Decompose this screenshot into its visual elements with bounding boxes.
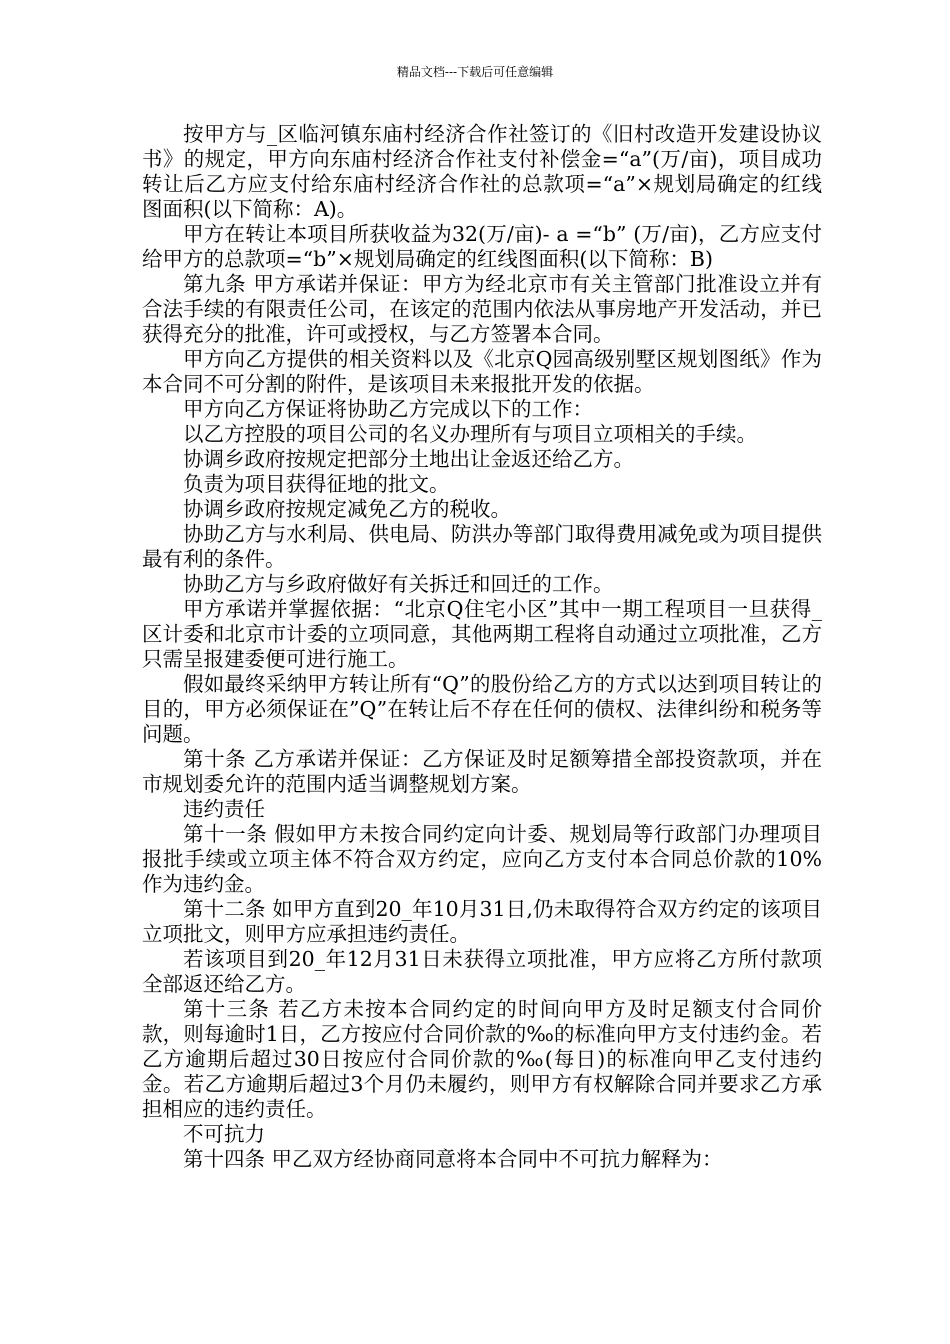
paragraph: 协助乙方与水利局、供电局、防洪办等部门取得费用减免或为项目提供最有利的条件。: [142, 522, 822, 571]
paragraph: 甲方向乙方保证将协助乙方完成以下的工作：: [183, 397, 593, 421]
section-heading: 不可抗力: [183, 1122, 265, 1146]
paragraph: 第十二条 如甲方直到20_年10月31日,仍未取得符合双方约定的该项目立项批文，则甲方应承担违约责任。: [142, 897, 822, 946]
paragraph: 负责为项目获得征地的批文。: [183, 472, 450, 496]
document-body: [142, 122, 822, 1172]
paragraph: 按甲方与_区临河镇东庙村经济合作社签订的《旧村改造开发建设协议书》的规定，甲方向东庙村经济合作社支付补偿金=“a”(万/亩)，项目成功转让后乙方应支付给东庙村经济合作社的总款项=“a”×规划局确定的红线图面积(以下简称：A)。: [142, 122, 822, 221]
paragraph: 第十一条 假如甲方未按合同约定向计委、规划局等行政部门办理项目报批手续或立项主体不符合双方约定，应向乙方支付本合同总价款的10%作为违约金。: [142, 822, 822, 896]
paragraph: 协调乡政府按规定把部分土地出让金返还给乙方。: [183, 447, 634, 471]
paragraph: 甲方向乙方提供的相关资料以及《北京Q园高级别墅区规划图纸》作为本合同不可分割的附件，是该项目未来报批开发的依据。: [142, 347, 822, 396]
paragraph: 甲方在转让本项目所获收益为32(万/亩)- a =“b” (万/亩)，乙方应支付给甲方的总款项=“b”×规划局确定的红线图面积(以下简称：B): [142, 222, 822, 271]
paragraph: 若该项目到20_年12月31日未获得立项批准，甲方应将乙方所付款项全部返还给乙方。: [142, 947, 822, 996]
paragraph: 甲方承诺并掌握依据：“北京Q住宅小区”其中一期工程项目一旦获得_区计委和北京市计委的立项同意，其他两期工程将自动通过立项批准，乙方只需呈报建委便可进行施工。: [142, 597, 822, 671]
paragraph: 第九条 甲方承诺并保证：甲方为经北京市有关主管部门批准设立并有合法手续的有限责任公司，在该定的范围内依法从事房地产开发活动，并已获得充分的批准，许可或授权，与乙方签署本合同。: [142, 272, 822, 346]
paragraph: 假如最终采纳甲方转让所有“Q”的股份给乙方的方式以达到项目转让的目的，甲方必须保证在”Q”在转让后不存在任何的债权、法律纠纷和税务等问题。: [142, 672, 822, 746]
section-heading: 违约责任: [183, 797, 265, 821]
paragraph: 第十条 乙方承诺并保证：乙方保证及时足额筹措全部投资款项，并在市规划委允许的范围内适当调整规划方案。: [142, 747, 822, 796]
paragraph: 协调乡政府按规定减免乙方的税收。: [183, 497, 511, 521]
paragraph: 协助乙方与乡政府做好有关拆迁和回迁的工作。: [183, 572, 614, 596]
paragraph: 以乙方控股的项目公司的名义办理所有与项目立项相关的手续。: [183, 422, 757, 446]
page-header: 精品文档---下载后可任意编辑: [396, 65, 554, 79]
paragraph: 第十四条 甲乙双方经协商同意将本合同中不可抗力解释为：: [183, 1147, 723, 1171]
paragraph: 第十三条 若乙方未按本合同约定的时间向甲方及时足额支付合同价款，则每逾时1日，乙方按应付合同价款的‰的标准向甲方支付违约金。若乙方逾期后超过30日按应付合同价款的‰(每日)的标准向甲乙支付违约金。若乙方逾期后超过3个月仍未履约，则甲方有权解除合同并要求乙方承担相应的违约责任。: [142, 997, 822, 1121]
